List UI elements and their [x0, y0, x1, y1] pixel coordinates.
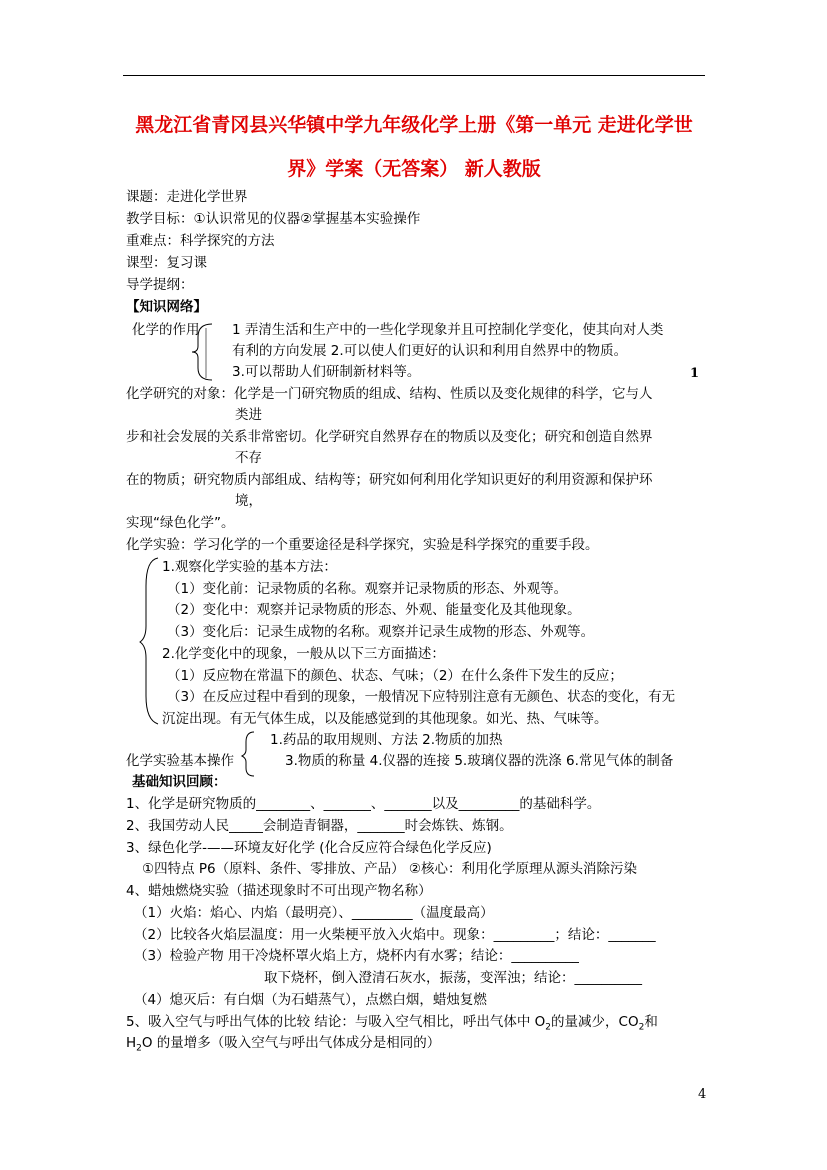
review-item-5-text-a: 5、吸入空气与呼出气体的比较 结论：与吸入空气相比，呼出气体中 O — [126, 1014, 546, 1030]
basic-ops-line-2: 3.物质的称量 4.仪器的连接 5.玻璃仪器的洗涤 6.常见气体的制备 — [285, 753, 674, 769]
experiment-intro: 化学实验：学习化学的一个重要途径是科学探究，实验是科学探究的重要手段。 — [126, 537, 599, 553]
lesson-topic: 课题：走进化学世界 — [126, 189, 248, 205]
lesson-type: 课型：复习课 — [126, 255, 207, 271]
teaching-goals: 教学目标：①认识常见的仪器②掌握基本实验操作 — [126, 211, 421, 227]
study-outline: 导学提纲： — [126, 277, 194, 293]
experiment-item-2: （1）变化前：记录物质的名称。观察并记录物质的形态、外观等。 — [167, 581, 568, 597]
role-item-2: 有利的方向发展 2.可以使人们更好的认识和利用自然界中的物质。 — [232, 343, 628, 359]
review-item-5-text-c: 和 — [644, 1014, 658, 1030]
review-item-4-3-cont: 取下烧杯，倒入澄清石灰水，振荡，变浑浊；结论：__________ — [264, 970, 642, 986]
research-object-line-3: 步和社会发展的关系非常密切。化学研究自然界存在的物质以及变化；研究和创造自然界 — [126, 429, 653, 445]
basic-ops-label: 化学实验基本操作 — [126, 753, 234, 769]
research-object-line-1: 化学研究的对象：化学是一门研究物质的组成、结构、性质以及变化规律的科学，它与人 — [126, 386, 653, 402]
role-label: 化学的作用 — [132, 322, 200, 338]
title-line-2: 界》学案（无答案） 新人教版 — [287, 158, 541, 180]
research-object-line-4: 不存 — [235, 450, 262, 466]
review-item-2: 2、我国劳动人民_____会制造青铜器，_______时会炼铁、炼钢。 — [126, 818, 513, 834]
experiment-item-6: （1）反应物在常温下的颜色、状态、气味；（2）在什么条件下发生的反应； — [167, 668, 623, 684]
experiment-item-4: （3）变化后：记录生成物的名称。观察并记录生成物的形态、外观等。 — [167, 624, 595, 640]
review-item-4-3: （3）检验产物 用干冷烧杯罩火焰上方，烧杯内有水雾；结论：__________ — [134, 948, 579, 964]
review-item-5-line-2-text-a: H — [126, 1035, 137, 1051]
experiment-item-8: 沉淀出现。有无气体生成，以及能感觉到的其他现象。如光、热、气味等。 — [162, 711, 608, 727]
review-item-4: 4、蜡烛燃烧实验（描述现象时不可出现产物名称） — [126, 883, 432, 899]
review-heading: 基础知识回顾： — [132, 774, 227, 790]
key-points: 重难点：科学探究的方法 — [126, 233, 275, 249]
review-item-5-line-2-sub: 2 — [136, 1043, 142, 1054]
role-brace-icon — [192, 322, 232, 382]
experiment-item-1: 1.观察化学实验的基本方法： — [162, 559, 337, 575]
experiment-item-7: （3）在反应过程中看到的现象，一般情况下应特别注意有无颜色、状态的变化，有无 — [167, 689, 676, 705]
page-number: 4 — [698, 1087, 707, 1102]
review-item-5-sub-2: 2 — [638, 1022, 645, 1033]
role-item-3: 3.可以帮助人们研制新材料等。 — [232, 364, 421, 380]
basic-ops-brace-icon — [240, 730, 270, 778]
research-object-line-7: 实现“绿色化学”。 — [126, 515, 235, 531]
research-object-line-6: 境， — [235, 493, 262, 509]
page-mark: 1 — [690, 366, 700, 381]
review-item-5-text-b: 的量减少，CO — [551, 1014, 639, 1030]
research-object-line-5: 在的物质；研究物质内部组成、结构等；研究如何利用化学知识更好的利用资源和保护环 — [126, 472, 653, 488]
review-item-1: 1、化学是研究物质的________、_______、_______以及_________的基础科学。 — [126, 796, 601, 812]
review-item-4-2: （2）比较各火焰层温度：用一火柴梗平放入火焰中。现象：_________；结论：_______ — [134, 927, 656, 943]
review-item-4-4: （4）熄灭后：有白烟（为石蜡蒸气），点燃白烟，蜡烛复燃 — [134, 992, 487, 1008]
role-item-1: 1 弄清生活和生产中的一些化学现象并且可控制化学变化，使其向对人类 — [232, 322, 664, 338]
review-item-5-sub-1: 2 — [545, 1022, 552, 1033]
research-object-line-2: 类进 — [235, 407, 262, 423]
review-item-3: 3、绿色化学-——环境友好化学 (化合反应符合绿色化学反应) — [126, 840, 492, 856]
title-line-1: 黑龙江省青冈县兴华镇中学九年级化学上册《第一单元 走进化学世 — [135, 114, 693, 136]
experiment-item-3: （2）变化中：观察并记录物质的形态、外观、能量变化及其他现象。 — [167, 602, 581, 618]
review-item-3-detail: ①四特点 P6（原料、条件、零排放、产品） ②核心：利用化学原理从源头消除污染 — [142, 861, 638, 877]
top-rule — [123, 75, 705, 76]
basic-ops-line-1: 1.药品的取用规则、方法 2.物质的加热 — [270, 732, 503, 748]
experiment-brace-icon — [138, 556, 168, 726]
knowledge-network-heading: 【知识网络】 — [126, 299, 207, 315]
experiment-item-5: 2.化学变化中的现象，一般从以下三方面描述： — [162, 646, 445, 662]
review-item-5-line-2-text-b: O 的量增多（吸入空气与呼出气体成分是相同的） — [141, 1035, 441, 1051]
review-item-4-1: （1）火焰：焰心、内焰（最明亮）、_________（温度最高） — [134, 905, 494, 921]
review-item-5-line-2 — [126, 1034, 440, 1058]
